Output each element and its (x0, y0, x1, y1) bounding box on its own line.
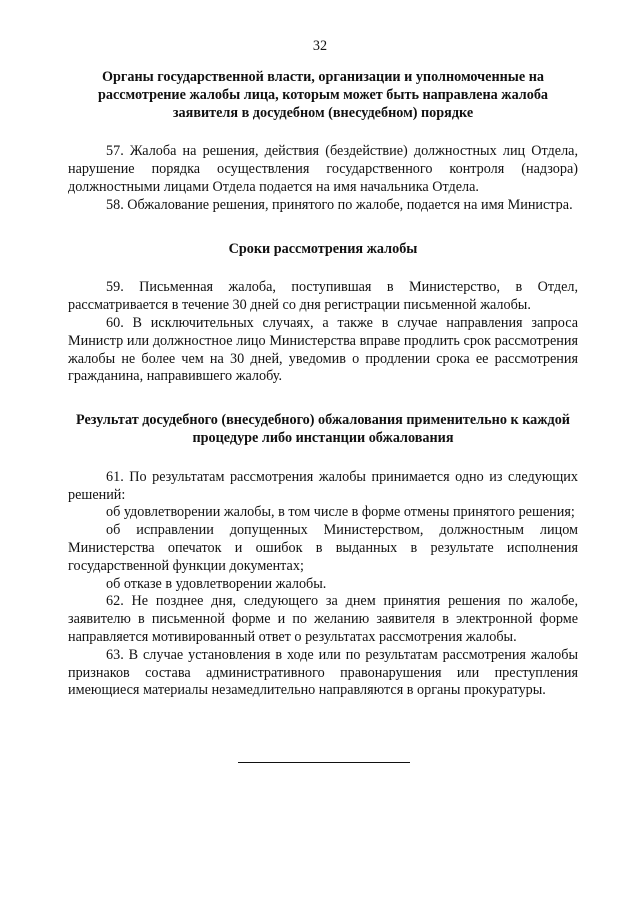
decision-option-refuse: об отказе в удовлетворении жалобы. (106, 575, 327, 592)
decision-option-satisfy: об удовлетворении жалобы, в том числе в форме отмены принятого решения; (106, 504, 575, 521)
document-body (68, 69, 578, 700)
decision-option-correct-errors: об исправлении допущенных Министерством, должностным лицом Министерства опечаток и ошибок в выданных в результате исполнения государственной функции документах; (68, 522, 578, 574)
section-heading-complaint-bodies: Органы государственной власти, организации и уполномоченные на рассмотрение жалобы лица, которым может быть направлена жалоба заявителя в досудебном (внесудебном) порядке (97, 69, 549, 121)
paragraph-61: 61. По результатам рассмотрения жалобы принимается одно из следующих решений: (68, 468, 578, 503)
section-heading-appeal-result: Результат досудебного (внесудебного) обжалования применительно к каждой процедуре либо инстанции обжалования (76, 412, 570, 446)
paragraph-63: 63. В случае установления в ходе или по результатам рассмотрения жалобы признаков состава административного правонарушения или преступления имеющиеся материалы незамедлительно направляются в органы прокуратуры. (68, 646, 578, 699)
paragraph-60: 60. В исключительных случаях, а также в случае направления запроса Министр или должностное лицо Министерства вправе продлить срок рассмотрения жалобы не более чем на 30 дней, уведомив о продлении срока ее рассмотрения гражданина, направившего жалобу. (68, 314, 578, 385)
paragraph-59: 59. Письменная жалоба, поступившая в Министерство, в Отдел, рассматривается в течение 30 дней со дня регистрации письменной жалобы. (68, 279, 578, 314)
end-divider (238, 762, 410, 763)
paragraph-58: 58. Обжалование решения, принятого по жалобе, подается на имя Министра. (106, 196, 573, 213)
page-number: 32 (312, 38, 328, 54)
section-heading-complaint-terms: Сроки рассмотрения жалобы (228, 240, 418, 257)
paragraph-57: 57. Жалоба на решения, действия (бездействие) должностных лиц Отдела, нарушение порядка осуществления государственного контроля (надзора) должностными лицами Отдела подается на имя начальника Отдела. (68, 143, 578, 195)
paragraph-62: 62. Не позднее дня, следующего за днем принятия решения по жалобе, заявителю в письменной форме и по желанию заявителя в электронной форме направляется мотивированный ответ о результатах рассмотрения жалобы. (68, 593, 578, 645)
